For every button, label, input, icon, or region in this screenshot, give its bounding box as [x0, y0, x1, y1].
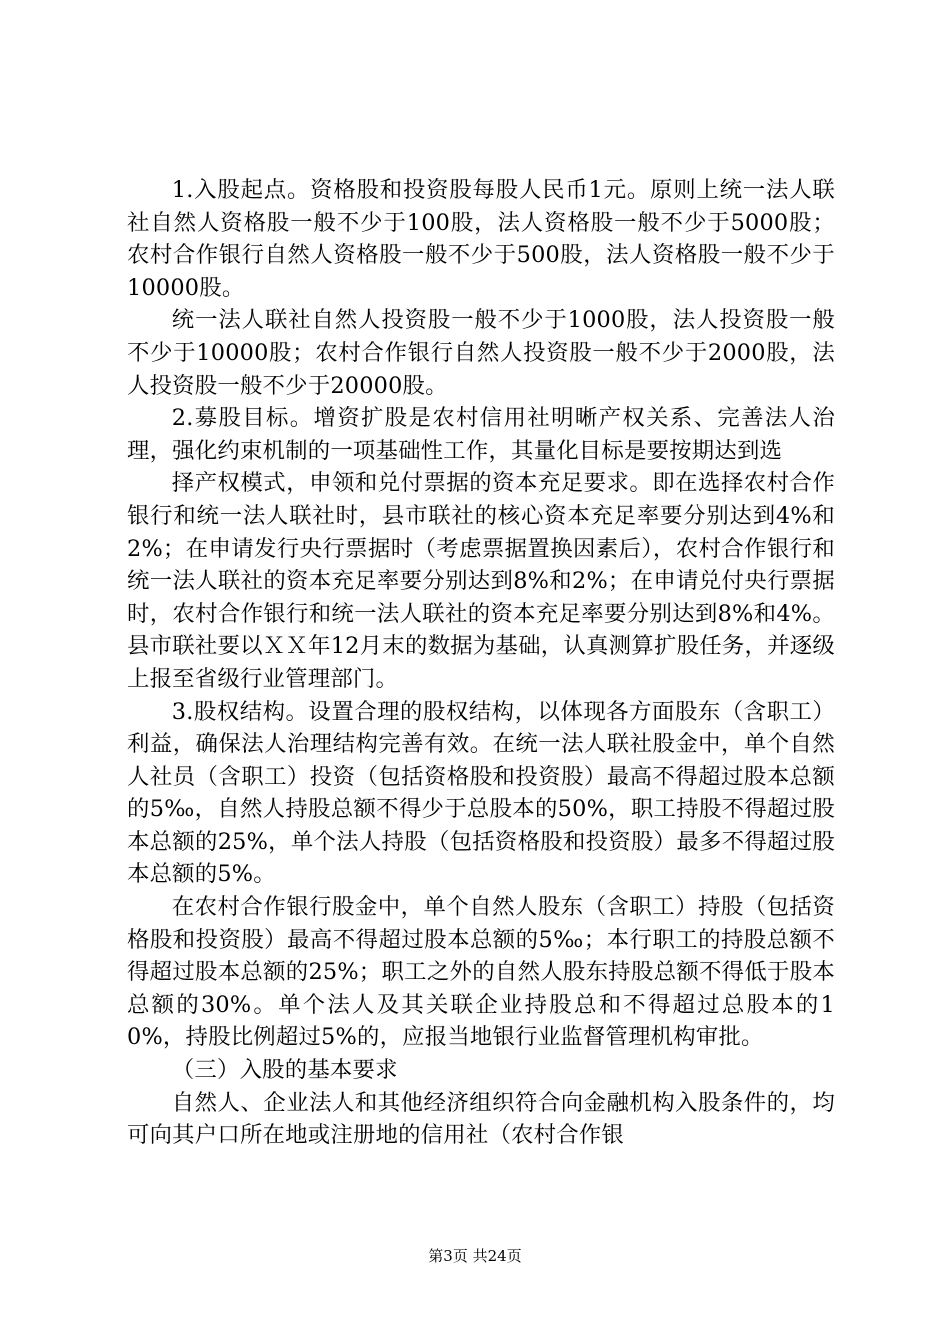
document-body [127, 174, 835, 1152]
paragraph-equity-structure: 3.股权结构。设置合理的股权结构，以体现各方面股东（含职工）利益，确保法人治理结构完善有效。在统一法人联社股金中，单个自然人社员（含职工）投资（包括资格股和投资股）最高不得超过股本总额的5‰，自然人持股总额不得少于总股本的50%，职工持股不得超过股本总额的25%，单个法人持股（包括资格股和投资股）最多不得超过股本总额的5%。 [127, 698, 835, 888]
paragraph-eligibility: 自然人、企业法人和其他经济组织符合向金融机构入股条件的，均可向其户口所在地或注册地的信用社（农村合作银 [127, 1089, 835, 1149]
paragraph-capital-adequacy: 择产权模式，申领和兑付票据的资本充足要求。即在选择农村合作银行和统一法人联社时，县市联社的核心资本充足率要分别达到4%和2%；在申请发行央行票据时（考虑票据置换因素后），农村合作银行和统一法人联社的资本充足率要分别达到8%和2%；在申请兑付央行票据时，农村合作银行和统一法人联社的资本充足率要分别达到8%和4%。县市联社要以ＸＸ年12月末的数据为基础，认真测算扩股任务，并逐级上报至省级行业管理部门。 [127, 470, 835, 692]
paragraph-cooperative-bank-shares: 在农村合作银行股金中，单个自然人股东（含职工）持股（包括资格股和投资股）最高不得超过股本总额的5‰；本行职工的持股总额不得超过股本总额的25%；职工之外的自然人股东持股总额不得低于股本总额的30%。单个法人及其关联企业持股总和不得超过总股本的10%，持股比例超过5%的，应报当地银行业监督管理机构审批。 [127, 894, 835, 1051]
page-footer [0, 1246, 950, 1266]
paragraph-raising-target: 2.募股目标。增资扩股是农村信用社明晰产权关系、完善法人治理，强化约束机制的一项基础性工作，其量化目标是要按期达到选 [127, 405, 835, 464]
paragraph-investment-shares: 统一法人联社自然人投资股一般不少于1000股，法人投资股一般不少于10000股；农村合作银行自然人投资股一般不少于2000股，法人投资股一般不少于20000股。 [127, 307, 835, 399]
page-number: 第3页 共24页 [428, 1247, 522, 1265]
paragraph-share-threshold: 1.入股起点。资格股和投资股每股人民币1元。原则上统一法人联社自然人资格股一般不少于100股，法人资格股一般不少于5000股；农村合作银行自然人资格股一般不少于500股，法人资格股一般不少于10000股。 [127, 177, 835, 301]
section-heading-basic-requirements: （三）入股的基本要求 [171, 1057, 398, 1084]
